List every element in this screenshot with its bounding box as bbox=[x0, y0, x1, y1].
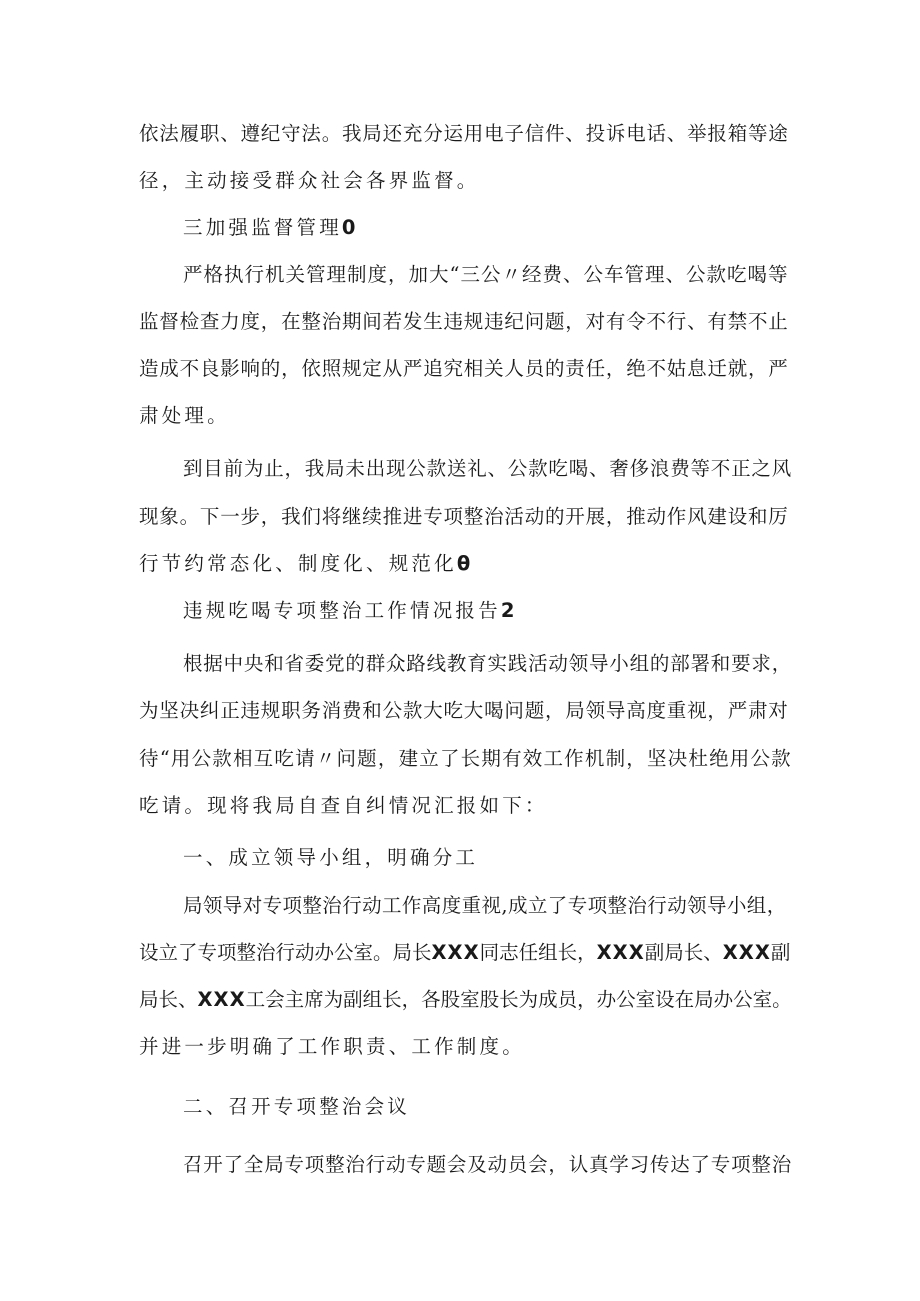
paragraph-line: 肃处理。 bbox=[139, 404, 230, 427]
paragraph-line: 待“用公款相互吃请〃问题，建立了长期有效工作机制，坚决杜绝用公款 bbox=[139, 747, 792, 770]
paragraph-line: 现象。下一步，我们将继续推进专项整治活动的开展，推动作风建设和厉 bbox=[139, 505, 789, 528]
ascii-run: XXX bbox=[197, 988, 246, 1011]
paragraph-line: 到目前为止，我局未出现公款送礼、公款吃喝、奢侈浪费等不正之风 bbox=[183, 457, 793, 480]
paragraph-line: 依法履职、遵纪守法。我局还充分运用电子信件、投诉电话、举报箱等途 bbox=[139, 122, 789, 145]
paragraph-line: 严格执行机关管理制度，加大“三公〃经费、公车管理、公款吃喝等 bbox=[183, 263, 789, 286]
ascii-run: XXX bbox=[431, 941, 480, 964]
paragraph-line: 监督检查力度，在整治期间若发生违规违纪问题，对有令不行、有禁不止 bbox=[139, 310, 789, 333]
ascii-run: 2 bbox=[500, 599, 516, 622]
paragraph-line: 行节约常态化、制度化、规范化θ bbox=[139, 552, 472, 575]
section-heading: 一、成立领导小组，明确分工 bbox=[183, 846, 479, 869]
paragraph-line: 吃请。现将我局自查自纠情况汇报如下： bbox=[139, 794, 548, 817]
paragraph-line: 并进一步明确了工作职责、工作制度。 bbox=[139, 1035, 525, 1058]
paragraph-line: 局领导对专项整治行动工作高度重视,成立了专项整治行动领导小组， bbox=[183, 894, 787, 917]
section-heading: 三加强监督管理0 bbox=[183, 216, 357, 239]
paragraph-line: 局长、XXX工会主席为副组长，各股室股长为成员，办公室设在局办公室。 bbox=[139, 988, 792, 1011]
paragraph-line: 根据中央和省委党的群众路线教育实践活动领导小组的部署和要求， bbox=[183, 652, 793, 675]
ascii-run: 0 bbox=[341, 216, 357, 239]
paragraph-line: 召开了全局专项整治行动专题会及动员会，认真学习传达了专项整治 bbox=[183, 1153, 793, 1176]
section-heading: 二、召开专项整治会议 bbox=[183, 1095, 411, 1118]
paragraph-line: 造成不良影响的，依照规定从严追究相关人员的责任，绝不姑息迁就，严 bbox=[139, 357, 789, 380]
ascii-run: XXX bbox=[722, 941, 771, 964]
report-title: 违规吃喝专项整治工作情况报告2 bbox=[183, 599, 516, 622]
ascii-run: XXX bbox=[596, 941, 645, 964]
paragraph-line: 设立了专项整治行动办公室。局长XXX同志任组长，XXX副局长、XXX副 bbox=[139, 941, 791, 964]
ascii-run: θ bbox=[456, 552, 472, 575]
paragraph-line: 径，主动接受群众社会各界监督。 bbox=[139, 169, 480, 192]
paragraph-line: 为坚决纠正违规职务消费和公款大吃大喝问题，局领导高度重视，严肃对 bbox=[139, 699, 789, 722]
